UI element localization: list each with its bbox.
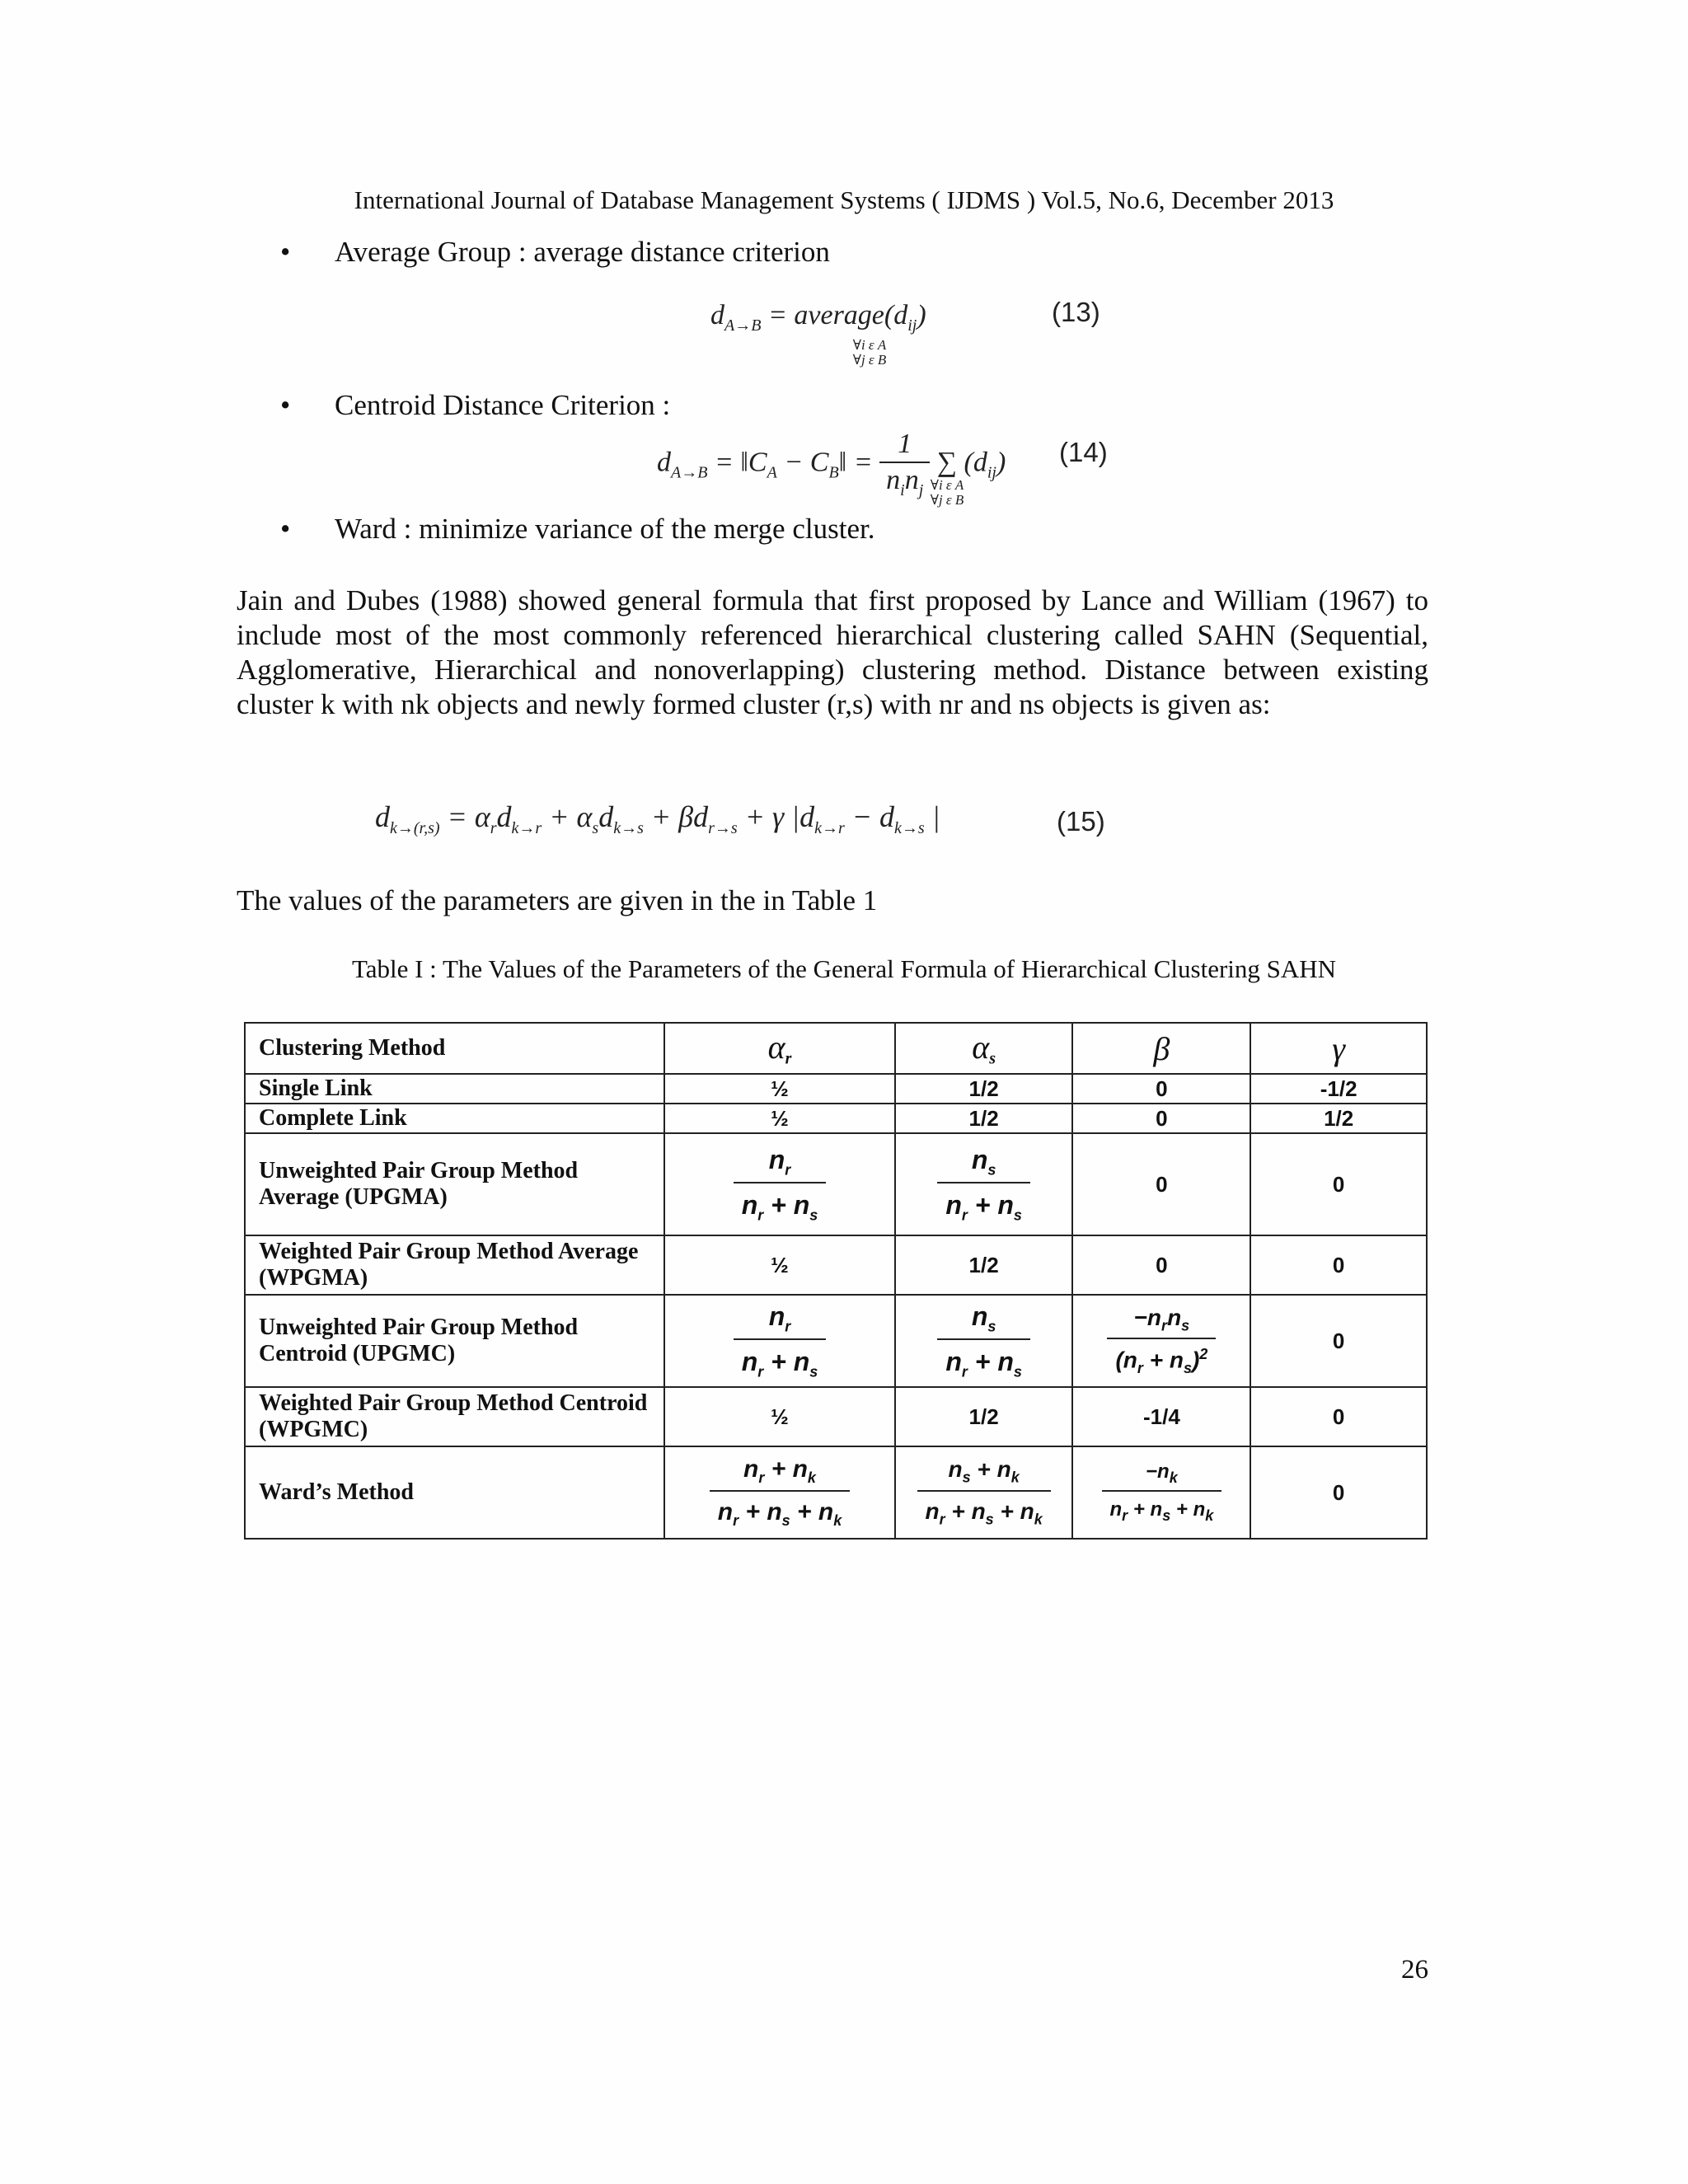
page-number: 26 <box>1401 1955 1428 1985</box>
eq14-term: (d <box>964 447 987 478</box>
row-alpha-s <box>895 1446 1073 1539</box>
row-gamma: 0 <box>1250 1133 1427 1235</box>
row-alpha-s: 1/2 <box>895 1387 1073 1446</box>
row-alpha-r <box>664 1133 895 1235</box>
eq13-under <box>849 338 890 368</box>
eq14-fraction <box>879 429 930 500</box>
eq14-term-sub: ij <box>987 463 996 482</box>
row-beta <box>1072 1446 1250 1539</box>
row-beta: 0 <box>1072 1235 1250 1295</box>
bullet-dot: • <box>280 513 291 545</box>
eq14-sum: ∑ <box>936 447 958 478</box>
bullet-text: Ward : minimize variance of the merge cluster. <box>335 513 875 545</box>
equation-15: $d_{k\to(r,s)} = \alpha_rd_{k\to r} + \alpha_sd_{k\to s} + \beta d_{r\to s} + \gamma$ $|d_{k\to r} - d_{k\to s}$ | <box>375 800 940 837</box>
params-sentence: The values of the parameters are given in the in Table 1 <box>237 884 878 916</box>
bullet-dot: • <box>280 389 291 421</box>
frac-nr-over-nr-ns: $\frac{n_r}{n_r + n_s}$ <box>734 1145 827 1225</box>
row-alpha-r <box>664 1295 895 1387</box>
row-alpha-r: ½ <box>664 1387 895 1446</box>
table-row <box>245 1387 1427 1446</box>
eq14-lhs-sub: A→B <box>671 463 708 482</box>
row-alpha-s <box>895 1295 1073 1387</box>
row-gamma: 0 <box>1250 1446 1427 1539</box>
eq13-lhs-sub: A→B <box>724 316 762 335</box>
bullet-dot: • <box>280 236 291 268</box>
body-paragraph: Jain and Dubes (1988) showed general formula that first proposed by Lance and William (1967) to include most of the most commonly referenced hierarchical clustering called SAHN (Sequential, Agglomerative, Hierarchical and nonoverlapping) clustering method. Distance between existing cluster k with nk objects and newly formed cluster (r,s) with nr and ns objects is given as: <box>237 584 1428 720</box>
table-caption: Table I : The Values of the Parameters of the General Formula of Hierarchical Clustering SAHN <box>351 954 1337 983</box>
frac-nr-over-nr-ns: $\frac{n_r}{n_r + n_s}$ <box>734 1301 827 1381</box>
eq15-number: (15) <box>1057 806 1105 837</box>
parameters-table <box>244 1022 1428 1540</box>
row-method: Complete Link <box>245 1104 664 1133</box>
row-alpha-r <box>664 1446 895 1539</box>
row-beta: 0 <box>1072 1104 1250 1133</box>
journal-header: International Journal of Database Management Systems ( IJDMS ) Vol.5, No.6, December 2013 <box>354 185 1334 214</box>
frac-neg-nk-over-nr-ns-nk: $\frac{-n_k}{n_r + n_s + n_k}$ <box>1102 1460 1222 1525</box>
row-method: Single Link <box>245 1074 664 1104</box>
row-method: Unweighted Pair Group Method Average (UPGMA) <box>245 1133 664 1235</box>
frac-neg-nrns-over-sq: $\frac{-n_rn_s}{(n_r + n_s)^2}$ <box>1107 1305 1216 1378</box>
header-gamma: γ <box>1250 1023 1427 1074</box>
table-row <box>245 1074 1427 1104</box>
frac-ns-nk-over-nr-ns-nk: $\frac{n_s + n_k}{n_r + n_s + n_k}$ <box>917 1456 1051 1528</box>
eq14-norm-open: = ‖C <box>714 447 767 478</box>
table-row <box>245 1295 1427 1387</box>
row-beta: -1/4 <box>1072 1387 1250 1446</box>
eq13-rhs-sub: ij <box>907 316 917 335</box>
eq14-cb-sub: B <box>828 463 839 482</box>
row-alpha-s: 1/2 <box>895 1104 1073 1133</box>
row-method: Weighted Pair Group Method Centroid (WPGMC) <box>245 1387 664 1446</box>
row-gamma: 0 <box>1250 1387 1427 1446</box>
eq14-under-2: ∀j ε B <box>930 492 964 508</box>
header-alpha-r: $\alpha_r$ <box>664 1023 895 1074</box>
table-row <box>245 1446 1427 1539</box>
eq14-number: (14) <box>1059 437 1108 467</box>
eq14-frac-den: $n_in_j$ <box>886 465 924 499</box>
eq14-minus: − C <box>776 447 829 478</box>
eq13-lhs: d <box>710 300 724 330</box>
eq13-under-2: ∀j ε B <box>852 352 887 368</box>
row-method: Unweighted Pair Group Method Centroid (UPGMC) <box>245 1295 664 1387</box>
bullet-centroid <box>280 389 670 422</box>
row-gamma: 0 <box>1250 1295 1427 1387</box>
row-method: Ward’s Method <box>245 1446 664 1539</box>
eq13-number: (13) <box>1052 297 1100 327</box>
row-gamma: 0 <box>1250 1235 1427 1295</box>
bullet-average-group <box>280 236 830 269</box>
table-row <box>245 1104 1427 1133</box>
row-beta: 0 <box>1072 1074 1250 1104</box>
equation-13 <box>710 300 926 335</box>
header-alpha-s: $\alpha_s$ <box>895 1023 1073 1074</box>
table-row <box>245 1133 1427 1235</box>
table-header-row <box>245 1023 1427 1074</box>
row-alpha-r: ½ <box>664 1104 895 1133</box>
bullet-ward <box>280 513 874 546</box>
row-beta: 0 <box>1072 1133 1250 1235</box>
eq13-rhs: = average(d <box>767 300 908 330</box>
eq14-under <box>926 478 968 508</box>
eq14-frac-num: 1 <box>879 429 930 463</box>
row-alpha-r: ½ <box>664 1235 895 1295</box>
eq14-ca-sub: A <box>767 463 777 482</box>
frac-ns-over-nr-ns: $\frac{n_s}{n_r + n_s}$ <box>937 1301 1030 1381</box>
frac-nr-nk-over-nr-ns-nk: $\frac{n_r + n_k}{n_r + n_s + n_k}$ <box>710 1455 850 1530</box>
bullet-text: Average Group : average distance criterion <box>335 236 830 268</box>
row-alpha-r: ½ <box>664 1074 895 1104</box>
eq13-close: ) <box>917 300 926 330</box>
row-alpha-s <box>895 1133 1073 1235</box>
row-alpha-s: 1/2 <box>895 1235 1073 1295</box>
eq14-under-1: ∀i ε A <box>930 477 964 493</box>
row-method: Weighted Pair Group Method Average (WPGMA) <box>245 1235 664 1295</box>
table-row <box>245 1235 1427 1295</box>
bullet-text: Centroid Distance Criterion : <box>335 389 671 421</box>
row-beta <box>1072 1295 1250 1387</box>
row-gamma: 1/2 <box>1250 1104 1427 1133</box>
eq14-term-close: ) <box>996 447 1006 478</box>
eq14-lhs: d <box>657 447 671 478</box>
header-beta: β <box>1072 1023 1250 1074</box>
row-gamma: -1/2 <box>1250 1074 1427 1104</box>
row-alpha-s: 1/2 <box>895 1074 1073 1104</box>
eq13-under-1: ∀i ε A <box>852 337 887 353</box>
eq14-norm-close: ‖ = <box>838 447 873 478</box>
header-clustering-method: Clustering Method <box>245 1023 664 1074</box>
frac-ns-over-nr-ns: $\frac{n_s}{n_r + n_s}$ <box>937 1145 1030 1225</box>
